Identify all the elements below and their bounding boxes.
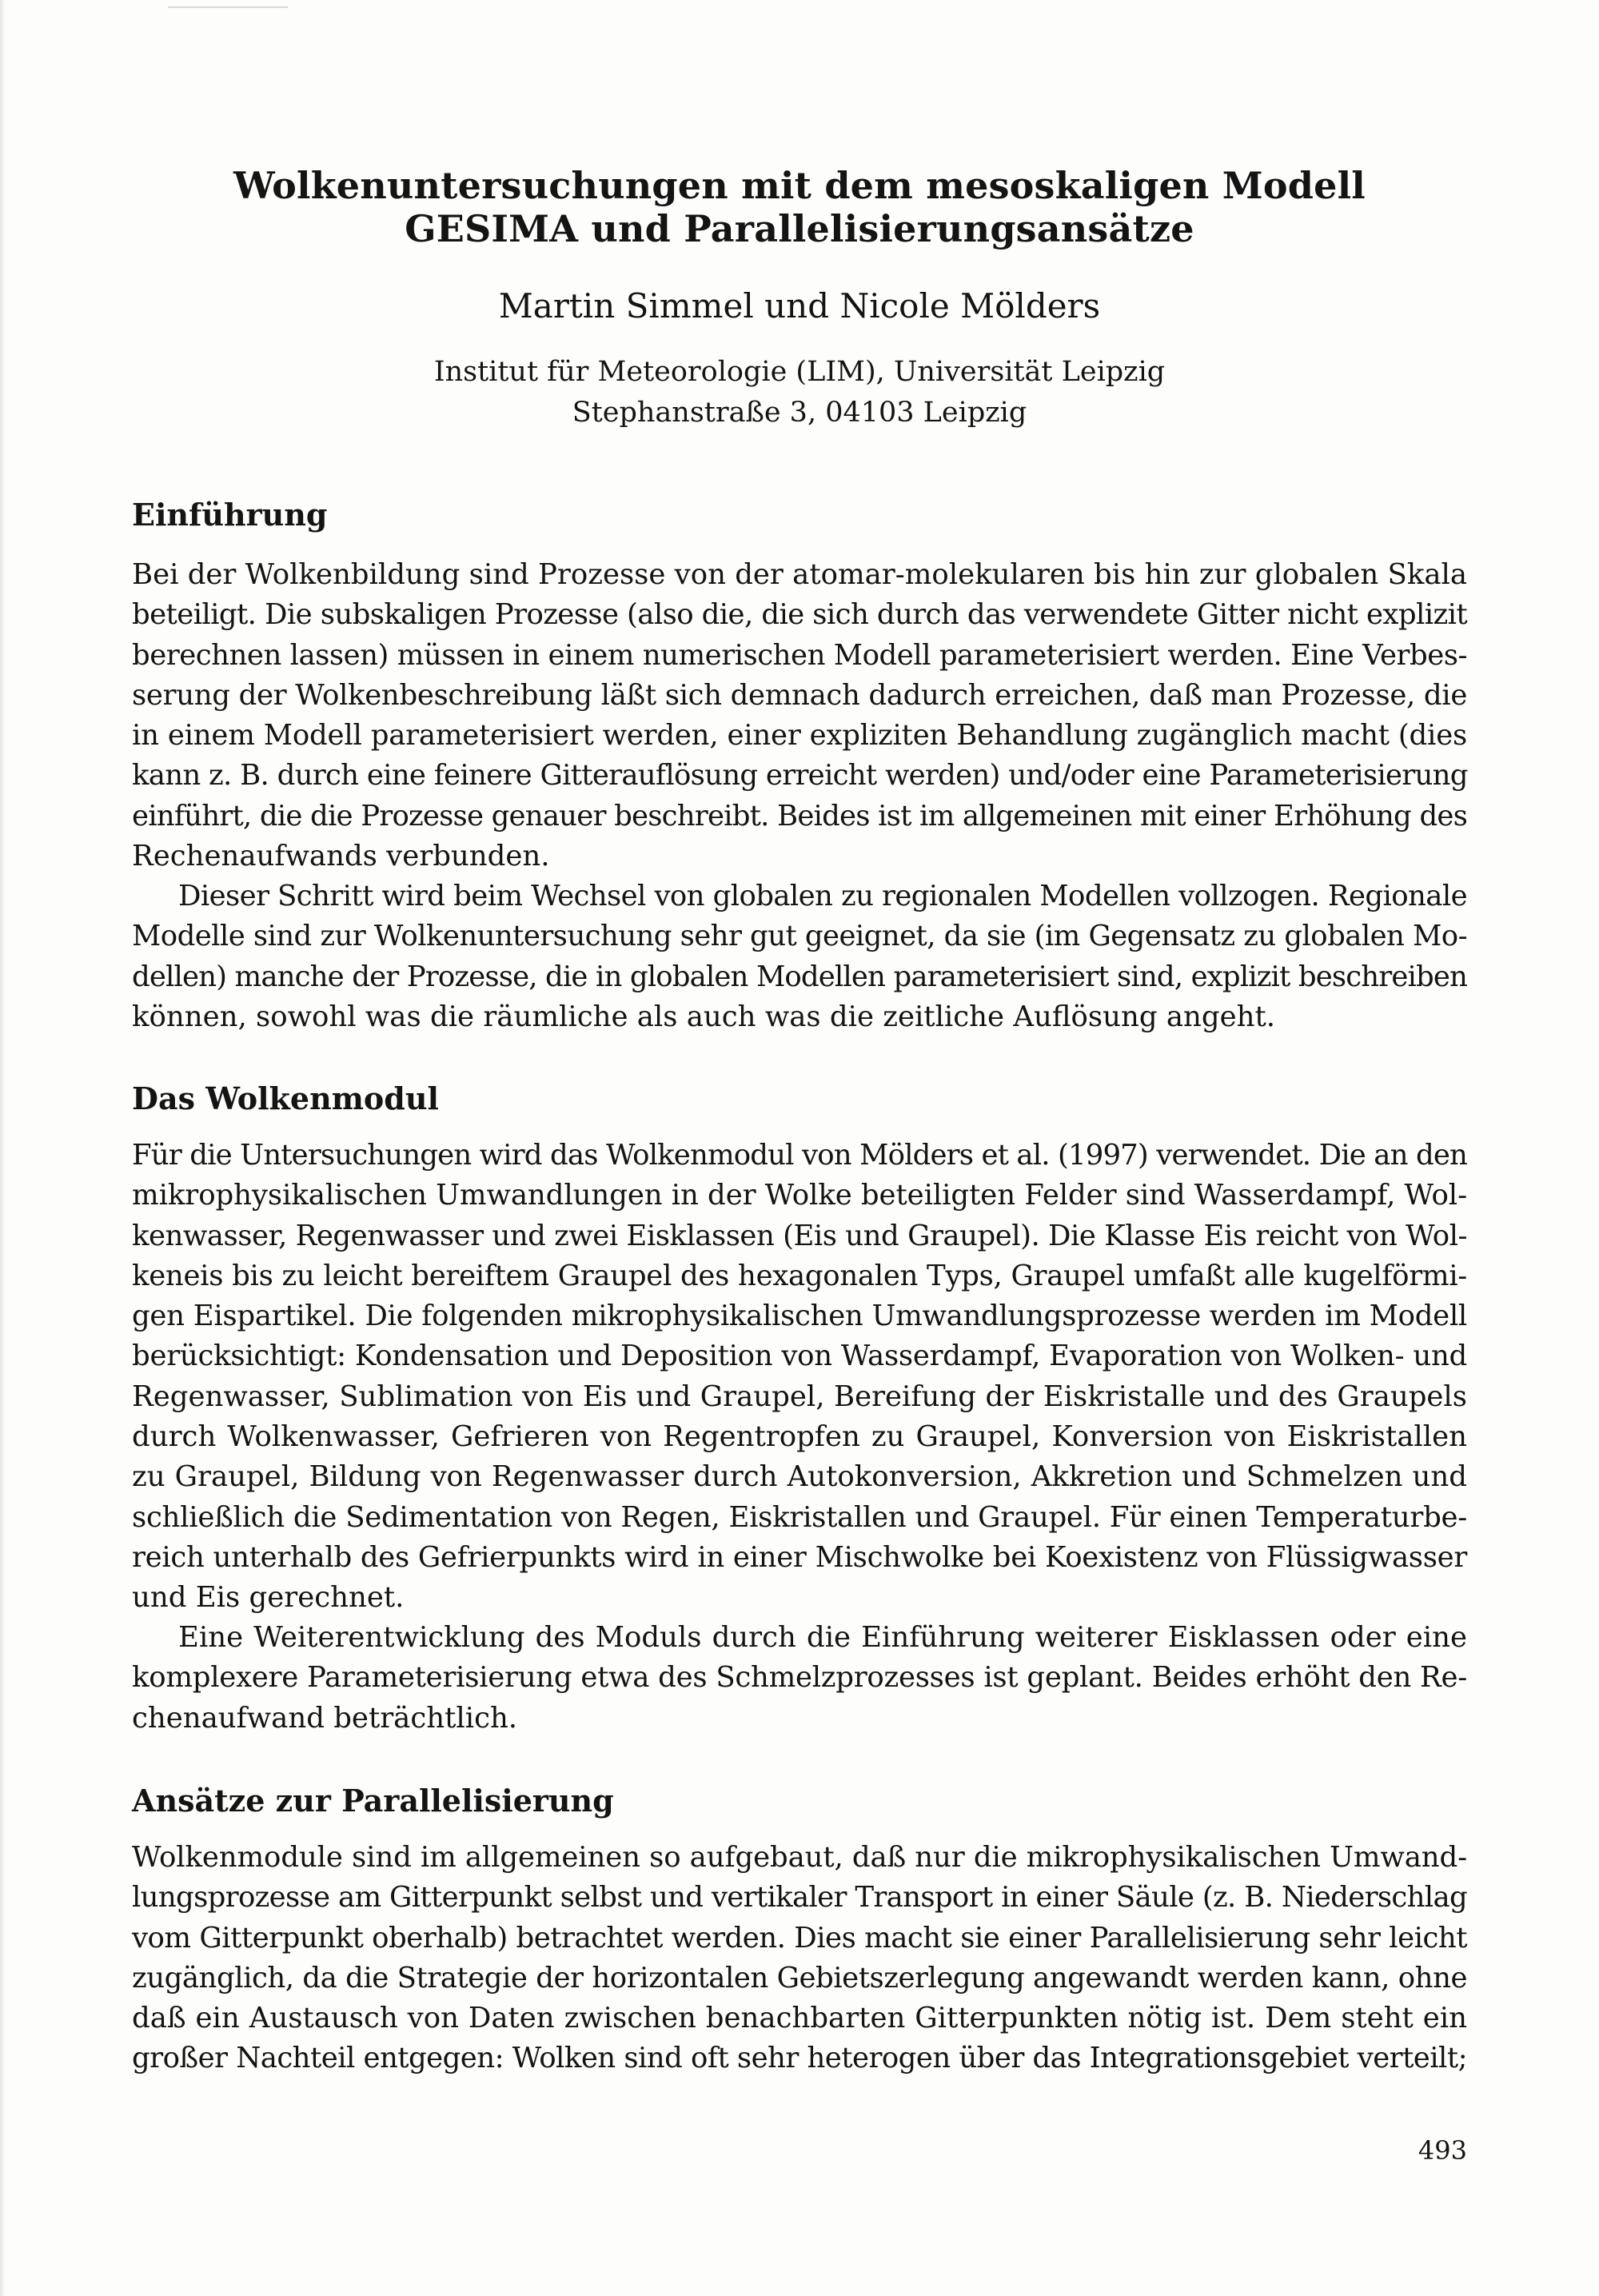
text-line: reich unterhalb des Gefrierpunkts wird in einer Mischwolke bei Koexistenz von Flüssigwasser (132, 1540, 1467, 1574)
text-line: serung der Wolkenbeschreibung läßt sich demnach dadurch erreichen, daß man Prozesse, die (132, 678, 1467, 712)
text-line: kenwasser, Regenwasser und zwei Eisklassen (Eis und Graupel). Die Klasse Eis reicht von Wol- (132, 1219, 1467, 1252)
text-line: Dieser Schritt wird beim Wechsel von globalen zu regionalen Modellen vollzogen. Regionale (178, 880, 1467, 912)
paragraph (132, 1136, 1467, 1619)
text-line: in einem Modell parameterisiert werden, einer expliziten Behandlung zugänglich macht (dies (132, 719, 1467, 753)
text-line: dellen) manche der Prozesse, die in globalen Modellen parameterisiert sind, explizit beschreiben (132, 960, 1467, 993)
paper-title (208, 164, 1391, 250)
paragraph (132, 555, 1467, 876)
text-line: komplexere Parameterisierung etwa des Schmelzprozesses ist geplant. Beides erhöht den Re- (132, 1661, 1467, 1695)
text-line: chenaufwand beträchtlich. (132, 1701, 518, 1735)
text-line: gen Eispartikel. Die folgenden mikrophysikalischen Umwandlungsprozesse werden im Modell (132, 1300, 1467, 1333)
top-rule (168, 6, 288, 8)
section-heading-wolkenmodul: Das Wolkenmodul (132, 1080, 439, 1116)
paragraph (132, 1838, 1467, 2079)
text-line: zugänglich, da die Strategie der horizontalen Gebietszerlegung angewandt werden kann, ohne (132, 1961, 1467, 1995)
text-line: großer Nachteil entgegen: Wolken sind oft sehr heterogen über das Integrationsgebiet verteilt; (132, 2042, 1467, 2075)
text-line: Eine Weiterentwicklung des Moduls durch die Einführung weiterer Eisklassen oder eine (178, 1621, 1467, 1654)
text-line: Rechenaufwands verbunden. (132, 840, 550, 873)
affiliation-line: Institut für Meteorologie (LIM), Universität Leipzig (433, 356, 1166, 388)
text-line: einführt, die die Prozesse genauer beschreibt. Beides ist im allgemeinen mit einer Erhöhung des (132, 799, 1467, 833)
text-line: Für die Untersuchungen wird das Wolkenmodul von Mölders et al. (1997) verwendet. Die an den (132, 1139, 1467, 1172)
text-line: durch Wolkenwasser, Gefrieren von Regentropfen zu Graupel, Konversion von Eiskristallen (132, 1420, 1467, 1454)
paragraph (132, 876, 1467, 1037)
text-line: lungsprozesse am Gitterpunkt selbst und vertikaler Transport in einer Säule (z. B. Niederschlag (132, 1881, 1467, 1915)
text-line: daß ein Austausch von Daten zwischen benachbarten Gitterpunkten nötig ist. Dem steht ein (132, 2002, 1467, 2035)
text-line: beteiligt. Die subskaligen Prozesse (also die, die sich durch das verwendete Gitter nicht explizit (132, 598, 1467, 632)
text-line: kann z. B. durch eine feinere Gitterauflösung erreicht werden) und/oder eine Parameterisierung (132, 759, 1468, 793)
text-line: keneis bis zu leicht bereiftem Graupel des hexagonalen Typs, Graupel umfaßt alle kugelförmi- (132, 1259, 1467, 1292)
text-line: können, sowohl was die räumliche als auch was die zeitliche Auflösung angeht. (132, 1000, 1276, 1033)
text-line: schließlich die Sedimentation von Regen, Eiskristallen und Graupel. Für einen Temperaturbe- (132, 1500, 1467, 1534)
text-line: berücksichtigt: Kondensation und Deposition von Wasserdampf, Evaporation von Wolken- und (132, 1340, 1467, 1373)
text-line: Bei der Wolkenbildung sind Prozesse von der atomar-molekularen bis hin zur globalen Skala (132, 558, 1467, 591)
text-line: zu Graupel, Bildung von Regenwasser durch Autokonversion, Akkretion und Schmelzen und (132, 1460, 1467, 1494)
authors: Martin Simmel und Nicole Mölders (498, 286, 1101, 325)
scan-edge (0, 0, 5, 2296)
page-number: 493 (1418, 2135, 1467, 2166)
affiliation-line: Stephanstraße 3, 04103 Leipzig (572, 397, 1027, 429)
text-line: Modelle sind zur Wolkenuntersuchung sehr gut geeignet, da sie (im Gegensatz zu globalen Mo- (132, 920, 1467, 953)
title-line: Wolkenuntersuchungen mit dem mesoskaligen Modell (233, 164, 1366, 207)
text-line: und Eis gerechnet. (132, 1581, 405, 1615)
paragraph (132, 1618, 1467, 1739)
affiliation (208, 352, 1391, 433)
text-line: mikrophysikalischen Umwandlungen in der Wolke beteiligten Felder sind Wasserdampf, Wol- (132, 1179, 1467, 1212)
text-line: vom Gitterpunkt oberhalb) betrachtet werden. Dies macht sie einer Parallelisierung sehr leicht (132, 1921, 1467, 1955)
title-line: GESIMA und Parallelisierungsansätze (405, 207, 1194, 250)
text-line: Wolkenmodule sind im allgemeinen so aufgebaut, daß nur die mikrophysikalischen Umwand- (132, 1841, 1467, 1874)
text-line: Regenwasser, Sublimation von Eis und Graupel, Bereifung der Eiskristalle und des Graupels (132, 1380, 1467, 1413)
section-heading-parallelisierung: Ansätze zur Parallelisierung (132, 1783, 614, 1819)
text-line: berechnen lassen) müssen in einem numerischen Modell parameterisiert werden. Eine Verbes- (132, 638, 1468, 672)
section-heading-einfuehrung: Einführung (132, 497, 328, 533)
